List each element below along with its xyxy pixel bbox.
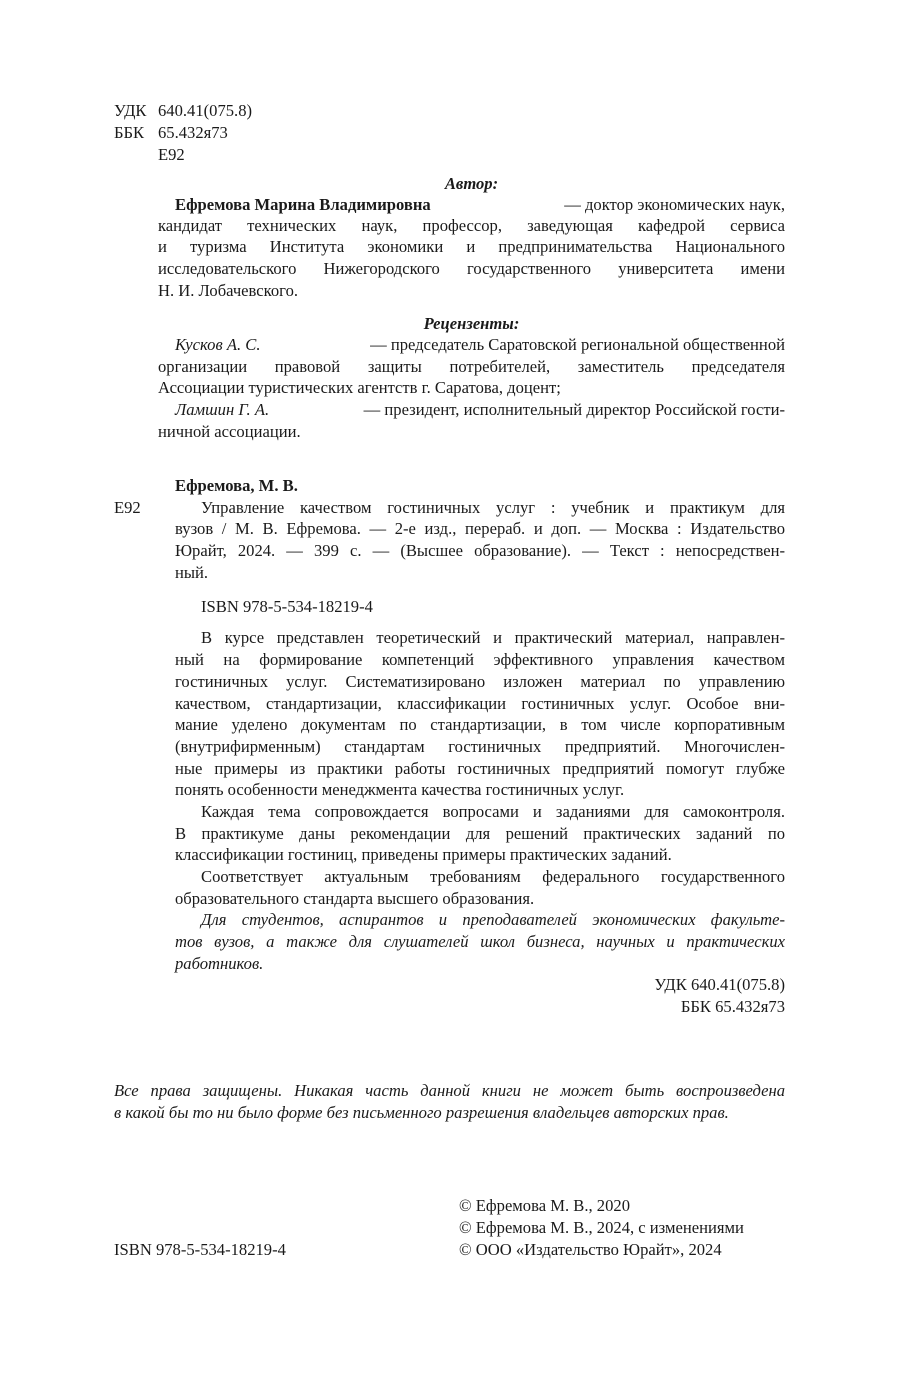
anno-p1-line-2: гостиничных услуг. Систематизировано изложен материал по управлению xyxy=(175,672,785,691)
reviewer1-name: Кусков А. С. xyxy=(175,335,261,354)
bib-desc-line-2: Юрайт, 2024. — 399 с. — (Высшее образование). — Текст : непосредствен- xyxy=(175,541,785,560)
bib-mark: Е92 xyxy=(114,498,141,517)
anno-p1-line-4: мание уделено документам по стандартизации, в том числе корпоративным xyxy=(175,715,785,734)
author-line-2: и туризма Института экономики и предпринимательства Национального xyxy=(158,237,785,256)
bib-isbn: ISBN 978-5-534-18219-4 xyxy=(201,597,373,616)
author-heading: Автор: xyxy=(444,174,499,193)
anno-p3-line-1: образовательного стандарта высшего образования. xyxy=(175,889,535,908)
anno-p3-line-0: Соответствует актуальным требованиям федерального государственного xyxy=(201,867,785,886)
anno-bbk: ББК 65.432я73 xyxy=(680,997,785,1016)
anno-p1-line-6: ные примеры из практики работы гостиничных предприятий помогут глубже xyxy=(175,759,785,778)
reviewer1-line-1: организации правовой защиты потребителей, заместитель председателя xyxy=(158,357,785,376)
author-mark: Е92 xyxy=(158,145,185,164)
reviewer1-line-0: — председатель Саратовской региональной общественной xyxy=(370,335,785,354)
bib-desc-line-1: вузов / М. В. Ефремова. — 2-е изд., перераб. и доп. — Москва : Издательство xyxy=(175,519,785,538)
anno-p1-line-7: понять особенности менеджмента качества гостиничных услуг. xyxy=(175,780,625,799)
reviewer2-line-0: — президент, исполнительный директор Российской гости- xyxy=(363,400,785,419)
author-line-1: кандидат технических наук, профессор, заведующая кафедрой сервиса xyxy=(158,216,785,235)
reviewer2-name: Ламшин Г. А. xyxy=(175,400,270,419)
udk-value: 640.41(075.8) xyxy=(158,101,253,120)
anno-p1-line-0: В курсе представлен теоретический и практический материал, направлен- xyxy=(201,628,785,647)
anno-p1-line-3: качеством, стандартизации, классификации гостиничных услуг. Особое вни- xyxy=(175,694,785,713)
author-line-4: Н. И. Лобачевского. xyxy=(158,281,299,300)
anno-p1-line-1: ный на формирование компетенций эффективного управления качеством xyxy=(175,650,785,669)
anno-p4-line-1: тов вузов, а также для слушателей школ бизнеса, научных и практических xyxy=(175,932,785,951)
author-name: Ефремова Марина Владимировна xyxy=(175,195,431,214)
bib-desc-line-0: Управление качеством гостиничных услуг : учебник и практикум для xyxy=(201,498,785,517)
author-line-0: — доктор экономических наук, xyxy=(564,195,785,214)
anno-p1-line-5: (внутрифирменным) стандартам гостиничных предприятий. Многочислен- xyxy=(175,737,785,756)
copyright-0: © Ефремова М. В., 2020 xyxy=(459,1196,630,1215)
reviewer2-line-1: ничной ассоциации. xyxy=(158,422,301,441)
author-line-3: исследовательского Нижегородского государственного университета имени xyxy=(158,259,785,278)
copyright-1: © Ефремова М. В., 2024, с изменениями xyxy=(459,1218,744,1237)
bbk-value: 65.432я73 xyxy=(158,123,228,142)
copyright-2: © ООО «Издательство Юрайт», 2024 xyxy=(459,1240,722,1259)
author-first-line xyxy=(175,195,785,215)
reviewer1-first-line xyxy=(175,335,785,355)
reviewer1-line-2: Ассоциации туристических агентств г. Саратова, доцент; xyxy=(158,378,561,397)
udk-label: УДК xyxy=(114,101,147,120)
rights-line-0: Все права защищены. Никакая часть данной книги не может быть воспроизведена xyxy=(114,1081,785,1100)
bib-author-heading: Ефремова, М. В. xyxy=(175,476,298,495)
anno-p2-line-0: Каждая тема сопровождается вопросами и заданиями для самоконтроля. xyxy=(201,802,785,821)
bbk-label: ББК xyxy=(114,123,145,142)
rights-line-1: в какой бы то ни было форме без письменного разрешения владельцев авторских прав. xyxy=(114,1103,729,1122)
anno-p2-line-1: В практикуме даны рекомендации для решений практических заданий по xyxy=(175,824,785,843)
footer-isbn: ISBN 978-5-534-18219-4 xyxy=(114,1240,286,1259)
bib-desc-line-3: ный. xyxy=(175,563,209,582)
anno-p4-line-0: Для студентов, аспирантов и преподавателей экономических факульте- xyxy=(201,910,785,929)
reviewers-heading: Рецензенты: xyxy=(423,314,520,333)
anno-udk: УДК 640.41(075.8) xyxy=(654,975,785,994)
anno-p2-line-2: классификации гостиниц, приведены примеры практических заданий. xyxy=(175,845,672,864)
anno-p4-line-2: работников. xyxy=(175,954,264,973)
reviewer2-first-line xyxy=(175,400,785,420)
